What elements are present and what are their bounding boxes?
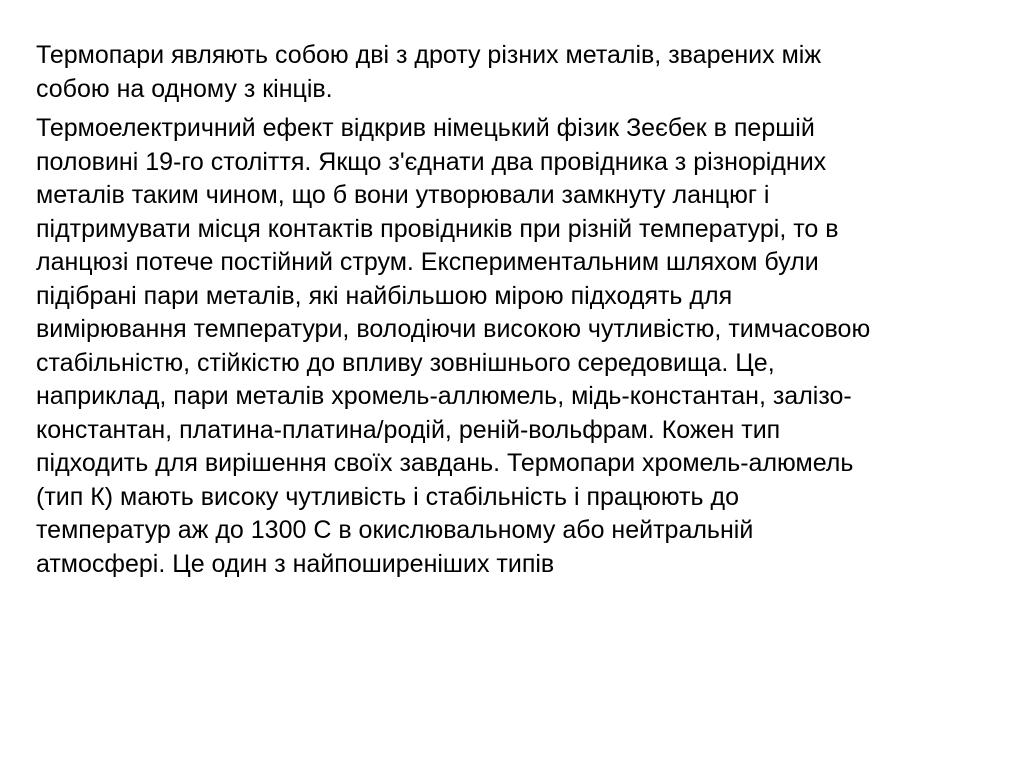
text-line: наприклад, пари металів хромель-аллюмель, мідь-константан, залізо- [36,382,852,410]
text-line: половині 19-го століття. Якщо з'єднати два провідника з різнорідних [36,147,827,176]
text-line: підтримувати місця контактів провідників при різній температурі, то в [36,214,839,243]
text-line: стабільністю, стійкістю до впливу зовнішнього середовища. Це, [36,348,775,377]
text-line: підібрані пари металів, які найбільшою мірою підходять для [36,281,733,310]
paragraph-seebeck-effect [36,112,994,581]
text-line: Термопари являють собою дві з дроту різних металів, зварених між [36,41,822,69]
text-line: собою на одному з кінців. [36,74,333,103]
text-line: константан, платина-платина/родій, реній-вольфрам. Кожен тип [36,415,781,444]
text-line: атмосфері. Це один з найпоширеніших типів [36,549,555,578]
text-line: вимірювання температури, володіючи високою чутливістю, тимчасовою [36,315,871,343]
text-line: ланцюзі потече постійний струм. Експериментальним шляхом були [36,248,819,276]
text-line: підходить для вирішення своїх завдань. Термопари хромель-алюмель [36,449,854,477]
text-line: металів таким чином, що б вони утворювали замкнуту ланцюг і [36,181,770,209]
text-line: Термоелектричний ефект відкрив німецький фізик Зеєбек в першій [36,114,815,142]
text-line: температур аж до 1300 С в окислювальному або нейтральній [36,516,754,544]
text-line: (тип К) мають високу чутливість і стабільність і працюють до [36,482,739,511]
paragraph-thermocouple-definition [36,39,994,106]
